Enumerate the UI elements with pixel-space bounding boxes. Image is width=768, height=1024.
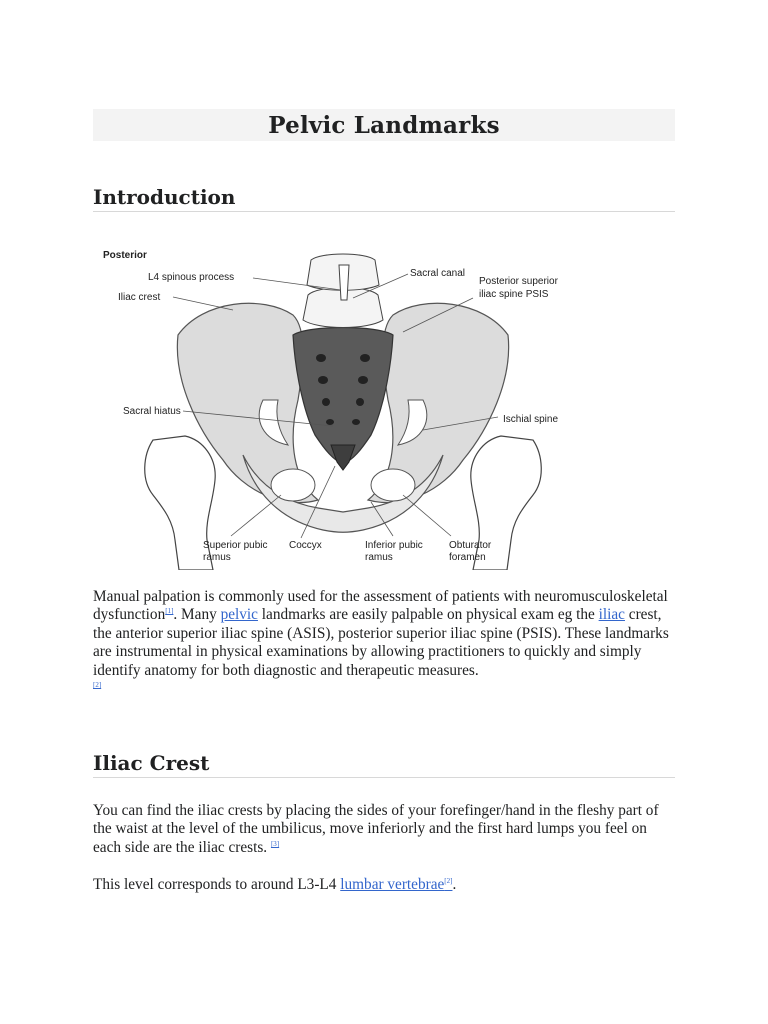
- figure-view-label: Posterior: [103, 250, 147, 261]
- link-pelvic[interactable]: pelvic: [220, 606, 258, 624]
- iliac-paragraph-2: [93, 876, 675, 894]
- citation-link-2[interactable]: [2]: [93, 680, 102, 689]
- citation-2[interactable]: [93, 681, 101, 689]
- iliac-paragraph-1: [93, 802, 675, 857]
- intro-text-4: crest, the anterior superior iliac spine (ASIS), posterior superior iliac spine (PSIS). These landmarks are instrumental in physical examinations by allowing practitioners to quickly and simply identify anatomy for both diagnostic and therapeutic measures.: [93, 606, 669, 679]
- label-obturator-2: foramen: [449, 552, 486, 563]
- iliac-text-2-end: .: [452, 876, 457, 893]
- pelvis-diagram: [103, 240, 583, 570]
- page-title-bar: [93, 109, 675, 141]
- iliac-text-1: You can find the iliac crests by placing the sides of your forefinger/hand in the fleshy part of the waist at the level of the umbilicus, move inferiorly and the first hard lumps you feel on each side are the iliac crests.: [93, 802, 659, 856]
- label-sacral-canal: Sacral canal: [410, 268, 466, 279]
- section-heading-iliac-crest: Iliac Crest: [93, 751, 675, 778]
- link-lumbar-vertebrae-text[interactable]: lumbar vertebrae: [340, 876, 445, 893]
- sacrum: [293, 328, 393, 465]
- citation-link-3[interactable]: [3]: [270, 839, 280, 848]
- label-inferior-pubic-1: Inferior pubic: [365, 540, 423, 551]
- label-obturator-1: Obturator: [449, 540, 492, 551]
- label-coccyx: Coccyx: [289, 540, 322, 551]
- left-obturator-foramen: [271, 469, 315, 501]
- label-iliac-crest: Iliac crest: [118, 292, 161, 303]
- label-sacral-hiatus: Sacral hiatus: [123, 406, 181, 417]
- right-obturator-foramen: [371, 469, 415, 501]
- label-superior-pubic-1: Superior pubic: [203, 540, 268, 551]
- intro-text-3: landmarks are easily palpable on physical exam eg the: [257, 606, 599, 624]
- label-inferior-pubic-2: ramus: [365, 552, 393, 563]
- link-iliac[interactable]: iliac: [598, 606, 625, 624]
- spinous-process: [339, 265, 349, 300]
- label-superior-pubic-2: ramus: [203, 552, 231, 563]
- intro-paragraph: [93, 588, 675, 698]
- link-lumbar-vertebrae[interactable]: [340, 876, 452, 893]
- label-psis-line1: Posterior superior: [479, 276, 558, 287]
- page-title: Pelvic Landmarks: [268, 111, 500, 139]
- label-ischial-spine: Ischial spine: [503, 414, 559, 425]
- intro-text-2: . Many: [173, 606, 221, 624]
- section-heading-introduction: Introduction: [93, 185, 675, 212]
- citation-3[interactable]: [271, 840, 279, 848]
- label-l4-spinous-process: L4 spinous process: [148, 272, 235, 283]
- intro-text-1: Manual palpation is commonly used for the assessment of patients with neuromusculoskeletal dysfunction: [93, 588, 668, 624]
- iliac-text-2: This level corresponds to around L3-L4: [93, 876, 341, 893]
- citation-4[interactable]: [2]: [444, 876, 453, 885]
- citation-link-1[interactable]: [1]: [165, 607, 174, 616]
- label-psis-line2: iliac spine PSIS: [479, 289, 549, 300]
